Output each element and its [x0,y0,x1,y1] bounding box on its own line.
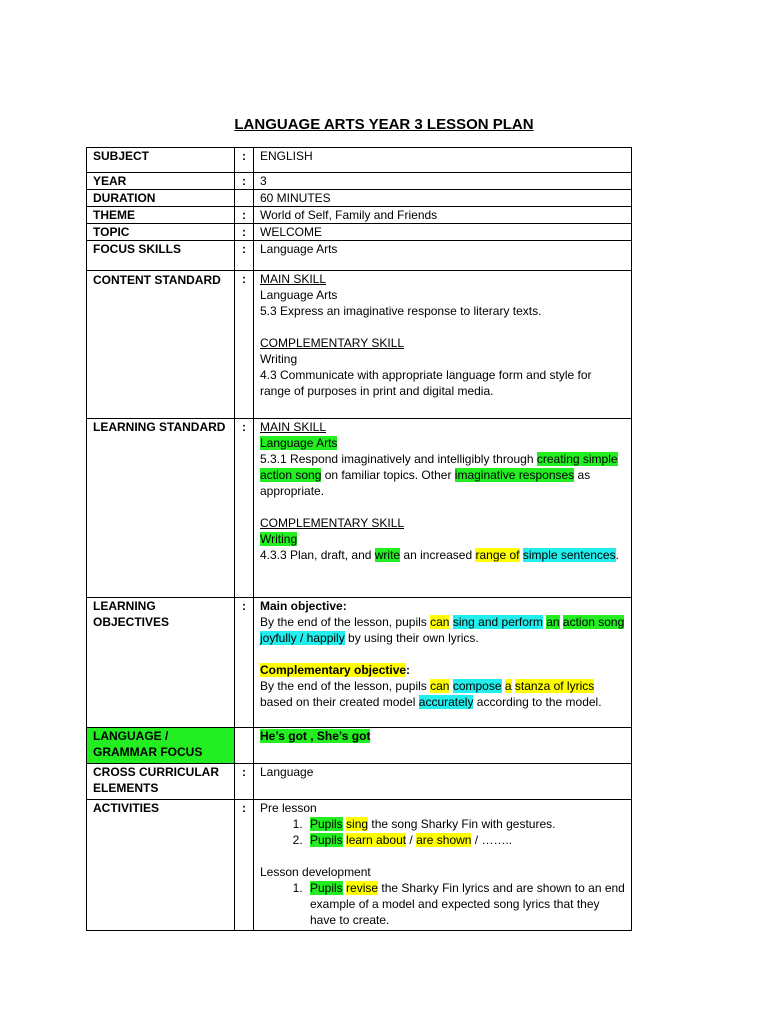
text-span: accurately [418,695,474,709]
table-row [87,190,632,207]
text-span: according to the model. [473,695,602,709]
colon: : [235,224,254,241]
colon: : [235,173,254,190]
activities-label: ACTIVITIES [87,800,235,931]
text-span: He’s got , She’s got [260,729,371,743]
list-item [306,816,625,832]
text-span: are shown [416,833,472,847]
text-span: the Sharky Fin lyrics and are shown to an end example of a model and expected song lyrics that they have to create. [310,881,625,927]
list-item [306,832,625,848]
main-objective-text [260,614,625,646]
colon [235,190,254,207]
text-span: write [374,548,401,562]
text-span: Pupils [310,881,343,895]
text-span: range of [475,548,520,562]
text-span: Pupils [310,833,343,847]
year-value: 3 [254,173,632,190]
text-span: / [406,833,417,847]
complementary-objective-text [260,678,625,710]
text-span: based on their created model [260,695,419,709]
colon: : [235,148,254,173]
text-span: sing and perform [452,615,543,629]
main-skill-heading: MAIN SKILL [260,420,327,434]
topic-value: WELCOME [254,224,632,241]
learning-standard-label: LEARNING STANDARD [87,419,235,598]
complementary-skill-heading: COMPLEMENTARY SKILL [260,336,405,350]
colon: : [235,419,254,598]
activities-value [254,800,632,931]
text-span: Pupils [310,817,343,831]
text-span: as appropriate. [260,468,591,498]
learning-objectives-label: LEARNING OBJECTIVES [87,598,235,728]
text-span: an [546,615,560,629]
text-span: can [430,615,450,629]
lesson-plan-table [86,147,632,931]
focus-value: Language Arts [254,241,632,271]
text-span: learn about [346,833,407,847]
colon: : [235,271,254,419]
year-label: YEAR [87,173,235,190]
complementary-skill: Writing [260,532,298,546]
colon: : [235,241,254,271]
text-span: By the end of the lesson, pupils [260,615,431,629]
text-span: / …….. [471,833,513,847]
main-skill-heading: MAIN SKILL [260,272,327,286]
learning-standard-value [254,419,632,598]
text-span: a [504,679,512,693]
text-span: an increased [400,548,476,562]
grammar-focus-label: LANGUAGE / GRAMMAR FOCUS [87,728,235,764]
text-span: joyfully / happily [260,631,345,645]
colon: : [235,764,254,800]
subject-label: SUBJECT [87,148,235,173]
theme-value: World of Self, Family and Friends [254,207,632,224]
complementary-skill-text [260,547,625,563]
table-row [87,764,632,800]
page-title: LANGUAGE ARTS YEAR 3 LESSON PLAN [234,116,534,133]
text-span: can [430,679,450,693]
list-item [306,880,625,928]
text-span: 5.3.1 Respond imaginatively and intelligibly through [260,452,537,466]
topic-label: TOPIC [87,224,235,241]
table-row [87,598,632,728]
theme-label: THEME [87,207,235,224]
colon: : [235,207,254,224]
table-row [87,207,632,224]
complementary-skill-heading: COMPLEMENTARY SKILL [260,516,405,530]
text-span: revise [346,881,379,895]
text-span: on familiar topics. Other [321,468,455,482]
table-row [87,800,632,931]
table-row [87,173,632,190]
table-row [87,241,632,271]
table-row [87,271,632,419]
colon: : [235,800,254,931]
text-span: compose [452,679,502,693]
text-span: imaginative responses [454,468,575,482]
table-row [87,419,632,598]
table-row [87,224,632,241]
pre-lesson-heading: Pre lesson [260,801,317,815]
text-span: action song [562,615,625,629]
subject-value: ENGLISH [254,148,632,173]
text-span: : [406,663,411,677]
table-row [87,148,632,173]
text-span: 4.3.3 Plan, draft, and [260,548,375,562]
grammar-focus-value [254,728,632,764]
complementary-objective-heading [260,662,625,678]
text-span: simple sentences [522,548,616,562]
content-standard-label: CONTENT STANDARD [87,271,235,419]
empty-cell [235,728,254,764]
complementary-skill-text: 4.3 Communicate with appropriate language form and style for range of purposes in print and digital media. [260,368,592,398]
table-row [87,728,632,764]
main-skill-text: 5.3 Express an imaginative response to literary texts. [260,304,542,318]
colon: : [235,598,254,728]
duration-value: 60 MINUTES [254,190,632,207]
text-span: Complementary objective [260,663,407,677]
focus-label: FOCUS SKILLS [87,241,235,271]
content-standard-value [254,271,632,419]
main-skill-text [260,451,625,499]
text-span: . [615,548,619,562]
text-span: stanza of lyrics [514,679,595,693]
text-span: the song Sharky Fin with gestures. [368,817,556,831]
pre-lesson-list [260,816,625,848]
main-skill: Language Arts [260,436,338,450]
learning-objectives-value [254,598,632,728]
text-span: creating simple action song [260,452,618,482]
complementary-skill: Writing [260,352,298,366]
text-span: By the end of the lesson, pupils [260,679,431,693]
cross-curricular-value: Language [254,764,632,800]
text-span: sing [346,817,369,831]
text-span: by using their own lyrics. [344,631,479,645]
cross-curricular-label: CROSS CURRICULAR ELEMENTS [87,764,235,800]
lesson-development-list [260,880,625,928]
lesson-development-heading: Lesson development [260,865,371,879]
main-skill: Language Arts [260,288,338,302]
duration-label: DURATION [87,190,235,207]
main-objective-heading: Main objective: [260,599,347,613]
